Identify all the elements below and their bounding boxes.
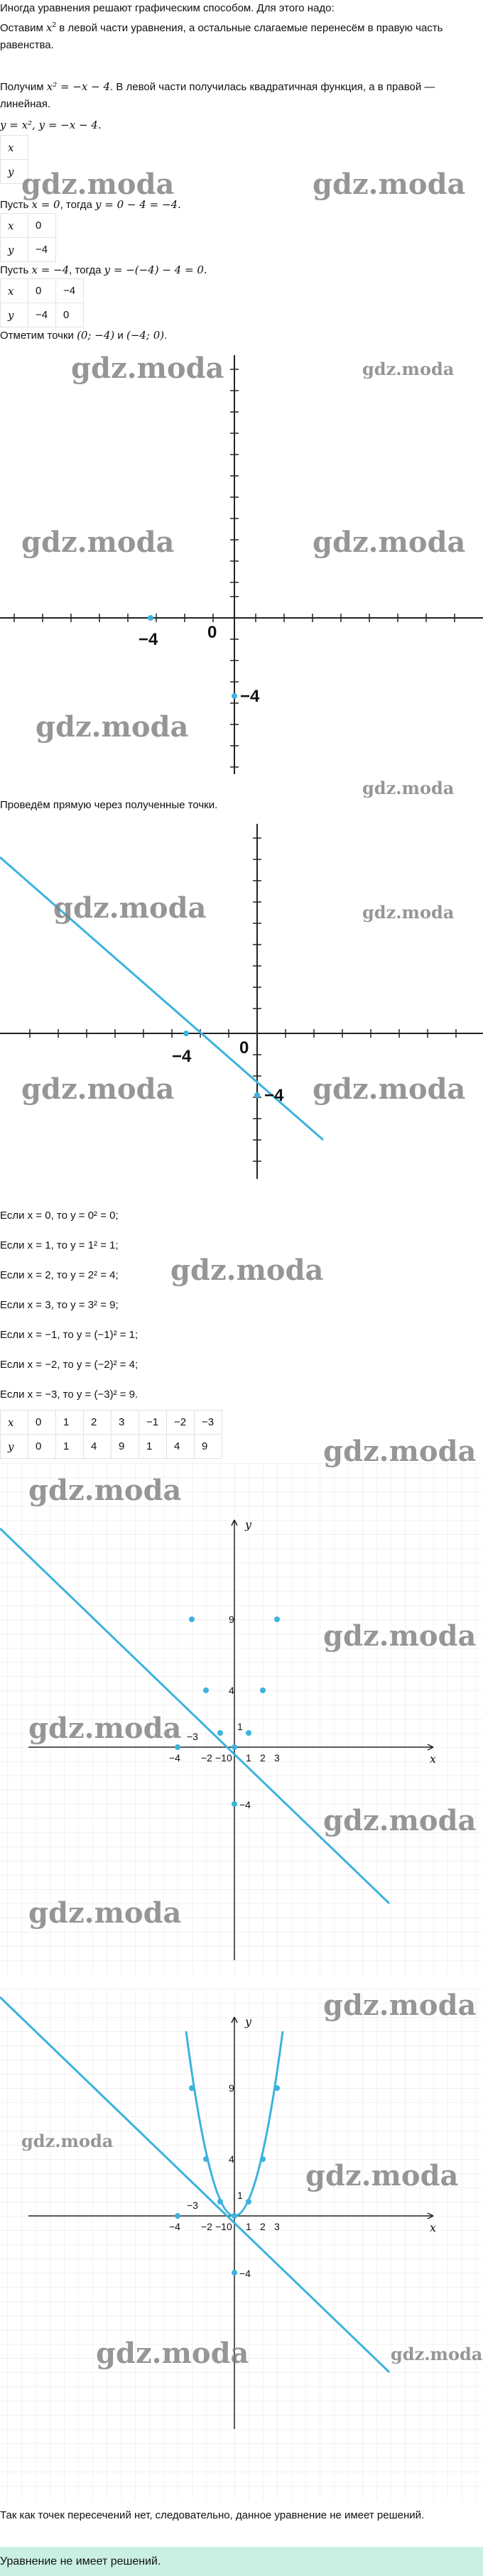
watermark: gdz.moda bbox=[323, 1619, 477, 1653]
x-axis-label: x bbox=[430, 1752, 437, 1766]
square-case-5: Если x = −2, то y = (−2)² = 4; bbox=[0, 1359, 139, 1371]
watermark: gdz.moda bbox=[313, 1072, 466, 1106]
watermark: gdz.moda bbox=[21, 168, 175, 201]
tick-three: 3 bbox=[274, 1752, 280, 1763]
tick-one-y: 1 bbox=[237, 1721, 243, 1732]
square-case-6: Если x = −3, то y = (−3)² = 9. bbox=[0, 1388, 139, 1401]
graph-line-and-points bbox=[0, 1463, 483, 1974]
tick-minus1: −1 bbox=[215, 1752, 227, 1763]
tick-minus3: −3 bbox=[187, 1731, 198, 1742]
point-3-9 bbox=[274, 1616, 280, 1622]
tick-minus3: −3 bbox=[187, 2200, 198, 2211]
tick-nine: 9 bbox=[229, 2082, 234, 2094]
tick-one: 1 bbox=[246, 1752, 251, 1763]
watermark: gdz.moda bbox=[96, 2337, 249, 2370]
point-2-4 bbox=[260, 2156, 266, 2162]
watermark: gdz.moda bbox=[313, 168, 466, 201]
watermark: gdz.moda bbox=[313, 526, 466, 559]
case2-text: Пусть x = −4, тогда y = −(−4) − 4 = 0. bbox=[0, 263, 207, 276]
point-minus4-0 bbox=[183, 1031, 189, 1036]
case1-text: Пусть x = 0, тогда y = 0 − 4 = −4. bbox=[0, 198, 181, 211]
value-table-2: x 0 −4 y −4 0 bbox=[0, 278, 84, 327]
point-0-minus4 bbox=[232, 2270, 237, 2276]
draw-line-text: Проведём прямую через полученные точки. bbox=[0, 799, 218, 811]
intro-line: Иногда уравнения решают графическим способом. Для этого надо: bbox=[0, 2, 335, 14]
point-1-1 bbox=[246, 2199, 251, 2205]
graph-line-and-parabola bbox=[0, 1989, 483, 2500]
value-table-empty: x y bbox=[0, 135, 28, 184]
point-minus3-9 bbox=[189, 2085, 195, 2091]
point-minus4-0 bbox=[175, 2213, 180, 2219]
watermark: gdz.moda bbox=[391, 2344, 483, 2364]
tick-minus2: −2 bbox=[201, 1752, 212, 1763]
point-minus2-4 bbox=[203, 1688, 209, 1693]
tick-minus4: −4 bbox=[169, 1752, 180, 1763]
point-minus2-4 bbox=[203, 2156, 209, 2162]
value-table-1: x 0 y −4 bbox=[0, 213, 56, 262]
tick-minus4: −4 bbox=[169, 2221, 180, 2232]
square-case-2: Если x = 2, то y = 2² = 4; bbox=[0, 1269, 119, 1281]
point-0-minus4 bbox=[254, 1092, 260, 1098]
watermark: gdz.moda bbox=[28, 1712, 182, 1745]
point-0-0 bbox=[232, 2213, 237, 2219]
point-1-1 bbox=[246, 1730, 251, 1736]
tick-four: 4 bbox=[229, 2153, 234, 2165]
watermark: gdz.moda bbox=[323, 1804, 477, 1837]
watermark: gdz.moda bbox=[36, 710, 189, 744]
watermark: gdz.moda bbox=[323, 1435, 477, 1468]
square-case-0: Если x = 0, то y = 0² = 0; bbox=[0, 1210, 119, 1222]
x-axis-label: x bbox=[430, 2221, 437, 2234]
value-table-3: x 0 1 2 3 −1 −2 −3 y 0 1 4 9 1 4 9 bbox=[0, 1410, 222, 1459]
watermark: gdz.moda bbox=[28, 1896, 182, 1930]
label-minus4-x: −4 bbox=[172, 1047, 192, 1066]
y-axis-label: y bbox=[245, 2015, 252, 2028]
label-minus4-x: −4 bbox=[139, 630, 158, 649]
point-0-minus4 bbox=[232, 693, 237, 699]
watermark: gdz.moda bbox=[21, 2131, 114, 2151]
graph-points bbox=[0, 348, 483, 788]
step1-text: Получим x² = −x − 4. В левой части получилась квадратичная функция, а в правой — линейная. bbox=[0, 80, 435, 110]
watermark: gdz.moda bbox=[362, 778, 455, 798]
tick-minus4-y: −4 bbox=[239, 2268, 251, 2279]
label-minus4-y: −4 bbox=[264, 1086, 284, 1105]
functions: y = x², y = −x − 4. bbox=[0, 119, 102, 131]
answer-box bbox=[0, 2547, 483, 2576]
point-2-4 bbox=[260, 1688, 266, 1693]
graph-line bbox=[0, 817, 483, 1186]
point-minus1-1 bbox=[217, 1730, 223, 1736]
tick-minus1: −1 bbox=[215, 2221, 227, 2232]
watermark: gdz.moda bbox=[362, 902, 455, 923]
watermark: gdz.moda bbox=[170, 1254, 324, 1287]
label-minus4-y: −4 bbox=[240, 687, 260, 706]
point-0-0 bbox=[232, 1744, 237, 1750]
tick-minus4-y: −4 bbox=[239, 1799, 251, 1810]
square-case-1: Если x = 1, то y = 1² = 1; bbox=[0, 1239, 119, 1251]
label-origin: 0 bbox=[207, 623, 217, 642]
tick-minus2: −2 bbox=[201, 2221, 212, 2232]
square-case-3: Если x = 3, то y = 3² = 9; bbox=[0, 1299, 119, 1311]
intro-instruction: Оставим $x^2$ в левой части уравнения, а остальные слагаемые перенесём в правую часть равенства. bbox=[0, 21, 443, 51]
point-minus1-1 bbox=[217, 2199, 223, 2205]
tick-two: 2 bbox=[260, 2221, 266, 2232]
tick-three: 3 bbox=[274, 2221, 280, 2232]
tick-four: 4 bbox=[229, 1685, 234, 1696]
point-0-minus4 bbox=[232, 1801, 237, 1807]
square-case-4: Если x = −1, то y = (−1)² = 1; bbox=[0, 1329, 139, 1341]
watermark: gdz.moda bbox=[305, 2159, 459, 2192]
answer-text: Уравнение не имеет решений. bbox=[0, 2555, 161, 2567]
watermark: gdz.moda bbox=[21, 526, 175, 559]
watermark: gdz.moda bbox=[53, 891, 207, 925]
tick-zero: 0 bbox=[227, 2221, 232, 2232]
point-minus4-0 bbox=[148, 615, 153, 621]
point-minus3-9 bbox=[189, 1616, 195, 1622]
watermark: gdz.moda bbox=[362, 359, 455, 379]
watermark: gdz.moda bbox=[323, 1989, 477, 2022]
watermark: gdz.moda bbox=[28, 1474, 182, 1507]
tick-one-y: 1 bbox=[237, 2190, 243, 2201]
watermark: gdz.moda bbox=[21, 1072, 175, 1106]
point-minus4-0 bbox=[175, 1744, 180, 1750]
tick-nine: 9 bbox=[229, 1614, 234, 1625]
tick-zero: 0 bbox=[227, 1752, 232, 1763]
tick-two: 2 bbox=[260, 1752, 266, 1763]
tick-one: 1 bbox=[246, 2221, 251, 2232]
y-axis-label: y bbox=[245, 1518, 252, 1531]
point-3-9 bbox=[274, 2085, 280, 2091]
conclusion-text: Так как точек пересечений нет, следовательно, данное уравнение не имеет решений. bbox=[0, 2509, 425, 2521]
mark-points-text: Отметим точки (0; −4) и (−4; 0). bbox=[0, 329, 168, 342]
label-origin: 0 bbox=[239, 1038, 249, 1058]
watermark: gdz.moda bbox=[71, 352, 224, 385]
